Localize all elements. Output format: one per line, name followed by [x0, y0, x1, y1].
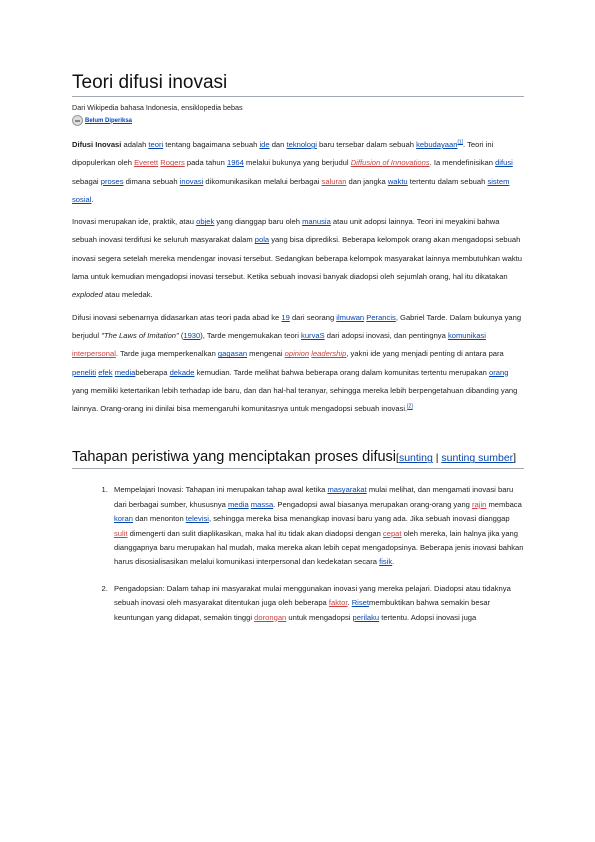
inline-link[interactable]: kurvaS [301, 330, 325, 340]
text-run: . Pengadopsi awal biasanya merupakan orang-orang yang [273, 499, 473, 509]
text-run: , sehingga mereka bisa menangkap inovasi baru yang ada. Jika sebuah inovasi dianggap [209, 514, 510, 524]
inline-link[interactable]: rajin [472, 499, 487, 509]
text-run: Difusi Inovasi [72, 140, 122, 149]
inline-link[interactable]: komunikasi [447, 330, 486, 340]
text-run: . Teori ini dipopulerkan oleh [72, 140, 494, 168]
inline-link[interactable]: leadership [311, 349, 347, 359]
text-run: ( [178, 330, 184, 340]
inline-link[interactable]: gagasan [217, 349, 248, 359]
text-run: . Ia mendefinisikan [429, 158, 496, 168]
text-run: dan [269, 140, 287, 149]
inline-link[interactable]: media [227, 499, 249, 509]
inline-link[interactable]: Diffusion of Innovations [350, 158, 430, 168]
text-run: atau unit adopsi lainnya. Teori ini meyakini bahwa sebuah inovasi terdifusi ke seluruh masyarakat dalam [72, 217, 500, 245]
section-heading [72, 449, 524, 469]
inline-link[interactable]: dekade [169, 367, 195, 377]
edit-separator: | [432, 452, 442, 465]
edit-link[interactable]: sunting [398, 452, 433, 465]
text-run: dari seorang [289, 312, 337, 322]
inline-link[interactable]: proses [100, 176, 124, 186]
text-run: yang dianggap baru oleh [214, 217, 303, 227]
text-run: membuktikan bahwa semakin besar keuntungan yang didapat, semakin tinggi [114, 598, 491, 622]
text-run: mulai melihat, dan mengamati inovasi baru dari berbagai sumber, khususnya [114, 485, 514, 509]
text-run: yang memiliki ketertarikan lebih terhadap ide baru, dan dan hal-hal teranyar, sehingga mereka lebih berpengetahuan dibanding yang lainnya. Orang-orang ini dinilai bisa memengaruhi komunitasnya untuk mengadopsi sebuah inovasi. [72, 385, 518, 414]
inline-link[interactable]: teori [148, 140, 164, 149]
inline-link[interactable]: televisi [185, 514, 209, 524]
text-run: , Gabriel Tarde. Dalam bukunya yang berjudul [72, 312, 522, 340]
inline-link[interactable]: faktor [328, 598, 348, 608]
text-run: tentang bagaimana sebuah [163, 140, 260, 149]
inline-link[interactable]: objek [196, 217, 215, 227]
text-run: oleh mereka, lain halnya jika yang dianggapnya baru merupakan hal mudah, maka mereka akan lebih cepat mengadopsinya. Beberapa jenis inovasi bahkan harus disosialisasikan melalui komunikasi interpersonal dan kedekatan secara [114, 528, 524, 567]
inline-link[interactable]: 1964 [226, 158, 244, 168]
inline-link[interactable]: interpersonal [72, 349, 116, 359]
inline-link[interactable]: dorongan [254, 612, 287, 622]
inline-link[interactable]: ilmuwan [336, 312, 365, 322]
unchecked-link[interactable]: Belum Diperiksa [85, 117, 133, 124]
unchecked-icon [72, 115, 83, 126]
text-run: melalui bukunya yang berjudul [243, 158, 351, 168]
inline-link[interactable]: orang [489, 367, 509, 377]
inline-link[interactable]: peneliti [72, 367, 97, 377]
inline-link[interactable]: inovasi [179, 176, 204, 186]
text-run: tertentu. Adopsi inovasi juga [379, 612, 477, 622]
citation-link[interactable]: [1] [457, 139, 464, 146]
inline-link[interactable]: efek [98, 367, 113, 377]
inline-link[interactable]: fisik [379, 557, 393, 567]
text-run: . Tarde juga memperkenalkan [115, 349, 218, 359]
text-run: beberapa [135, 367, 170, 377]
citation-link[interactable]: [2] [407, 403, 413, 410]
text-run: dimengerti dan sulit diaplikasikan, maka hal itu tidak akan diadopsi dengan [127, 528, 383, 538]
text-run: atau meledak. [102, 290, 153, 300]
text-run: dan jangka [346, 176, 388, 186]
text-run: "The Laws of Imitation" [101, 330, 179, 340]
list-item [110, 582, 524, 625]
inline-link[interactable]: 1930 [183, 330, 201, 340]
text-run: sebagai [72, 176, 101, 186]
inline-link[interactable]: masyarakat [327, 485, 367, 495]
article-source: Dari Wikipedia bahasa Indonesia, ensiklopedia bebas [72, 103, 243, 112]
text-run: , yakni ide yang menjadi penting di antara para [346, 349, 504, 359]
text-run: kemudian. Tarde melihat bahwa beberapa orang dalam komunitas tertentu merupakan [194, 367, 490, 377]
text-run: dari adopsi inovasi, dan pentingnya [324, 330, 448, 340]
inline-link[interactable]: sosial [72, 194, 92, 204]
text-run: mengenai [247, 349, 285, 359]
citation [407, 404, 413, 410]
inline-link[interactable]: massa [250, 499, 274, 509]
inline-link[interactable]: Everett [134, 158, 159, 168]
text-run: . [392, 557, 395, 567]
edit-bracket-close: ] [513, 452, 517, 465]
text-run: baru tersebar dalam sebuah [316, 140, 417, 149]
inline-link[interactable]: media [114, 367, 136, 377]
section-edit-links [396, 452, 516, 464]
inline-link[interactable]: Perancis [366, 312, 396, 322]
text-run: Pengadopsian: Dalam tahap ini masyarakat mulai menggunakan inovasi yang mereka pelajari. Diadopsi atau tidaknya sebuah inovasi oleh masyarakat ditentukan juga oleh beberapa [114, 583, 511, 608]
text-run: exploded [72, 290, 103, 300]
text-run: Inovasi merupakan ide, praktik, atau [72, 217, 197, 227]
text-run: tertentu dalam sebuah [407, 176, 488, 186]
list-item [110, 483, 524, 569]
text-run: yang bisa diprediksi. Beberapa kelompok orang akan mengadopsi sebuah inovasi segera setelah mereka mendengar inovasi tersebut. Sedangkan beberapa kelompok masyarakat lainnya membutuhkan waktu lama untuk kemudian mengadopsi inovasi tersebut. Ketika sebuah inovasi banyak diadopsi oleh sejumlah orang, hal itu dikatakan [72, 235, 522, 282]
inline-link[interactable]: koran [114, 514, 133, 524]
text-run: dikomunikasikan melalui berbagai [203, 176, 322, 186]
inline-link[interactable]: saluran [321, 176, 347, 186]
inline-link[interactable]: opinion [284, 349, 310, 359]
text-run: . [347, 598, 352, 608]
section-heading-text: Tahapan peristiwa yang menciptakan proses difusi [72, 449, 397, 466]
inline-link[interactable]: perilaku [352, 612, 380, 622]
text-run: adalah [121, 140, 149, 149]
lead-paragraph-1 [72, 136, 524, 209]
inline-link[interactable]: manusia [302, 217, 331, 227]
text-run: ), Tarde mengemukakan teori [200, 330, 302, 340]
review-status [72, 115, 524, 126]
text-run: . [91, 194, 94, 204]
edit-bracket-open: [ [396, 452, 399, 465]
inline-link[interactable]: Rogers [160, 158, 185, 168]
inline-link[interactable]: teknologi [286, 140, 317, 149]
text-run: Difusi inovasi sebenarnya didasarkan atas teori pada abad ke [72, 312, 282, 322]
inline-link[interactable]: pola [254, 235, 270, 245]
inline-link[interactable]: kebudayaan [416, 140, 458, 149]
lead-paragraph-3 [72, 309, 524, 419]
page-title: Teori difusi inovasi [72, 72, 524, 97]
lead-paragraph-2 [72, 213, 524, 304]
steps-list [72, 483, 524, 625]
text-run: Mempelajari Inovasi: Tahapan ini merupakan tahap awal ketika [114, 485, 328, 495]
inline-link[interactable]: sistem [487, 176, 510, 186]
text-run: pada tahun [184, 158, 227, 168]
text-run: dan menonton [133, 514, 186, 524]
text-run: membaca [486, 499, 522, 509]
edit-source-link[interactable]: sunting sumber [441, 452, 514, 465]
inline-link[interactable]: Riset [351, 598, 370, 608]
text-run: untuk mengadopsi [286, 612, 353, 622]
inline-link[interactable]: difusi [495, 158, 513, 168]
text-run: dimana sebuah [123, 176, 180, 186]
inline-link[interactable]: ide [259, 140, 270, 149]
inline-link[interactable]: sulit [114, 528, 128, 538]
article [72, 72, 524, 637]
inline-link[interactable]: cepat [382, 528, 402, 538]
inline-link[interactable]: 19 [281, 312, 290, 322]
inline-link[interactable]: waktu [387, 176, 408, 186]
